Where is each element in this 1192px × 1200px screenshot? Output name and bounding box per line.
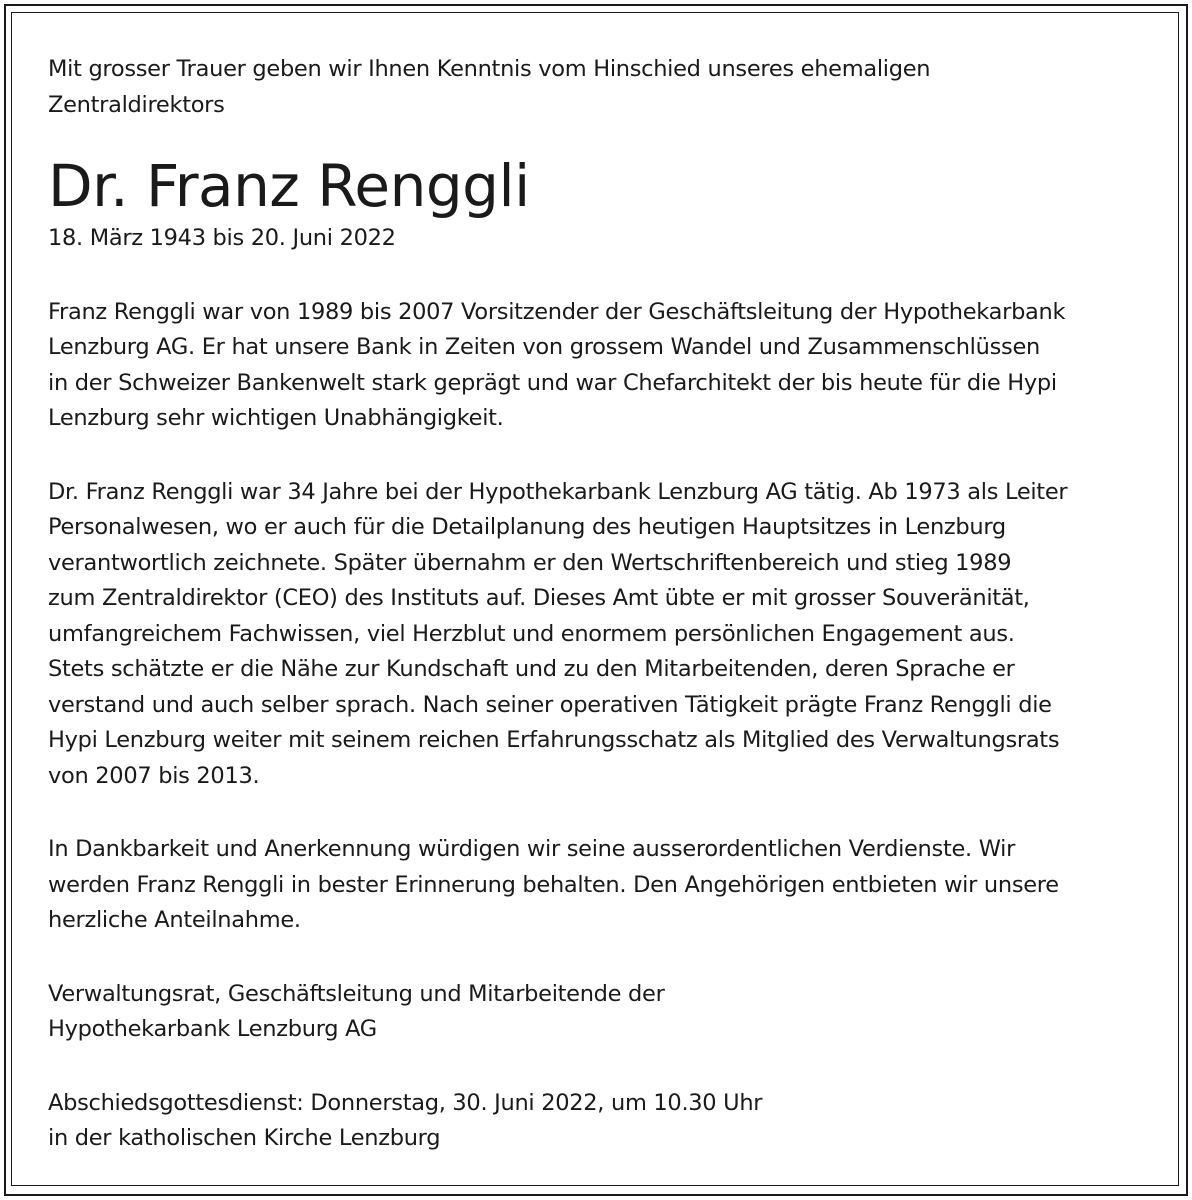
paragraph-line: Hypi Lenzburg weiter mit seinem reichen Erfahrungsschatz als Mitglied des Verwaltungsrats xyxy=(48,727,1060,753)
paragraph-line: Franz Renggli war von 1989 bis 2007 Vorsitzender der Geschäftsleitung der Hypothekarbank xyxy=(48,298,1066,325)
service-info xyxy=(48,1086,1148,1157)
paragraph-line: Lenzburg sehr wichtigen Unabhängigkeit. xyxy=(48,405,504,431)
spacer xyxy=(48,794,1148,832)
paragraph-line: In Dankbarkeit und Anerkennung würdigen wir seine ausserordentlichen Verdienste. Wir xyxy=(48,836,1016,862)
paragraph-line: zum Zentraldirektor (CEO) des Instituts auf. Dieses Amt übte er mit grosser Souveränität, xyxy=(48,585,1030,611)
signature-line: Hypothekarbank Lenzburg AG xyxy=(48,1016,377,1042)
paragraph-line: verantwortlich zeichnete. Später übernahm er den Wertschriftenbereich und stieg 1989 xyxy=(48,549,1012,576)
life-dates: 18. März 1943 bis 20. Juni 2022 xyxy=(48,225,396,251)
paragraph-line: von 2007 bis 2013. xyxy=(48,762,260,789)
intro-text xyxy=(48,52,1148,123)
service-line: Abschiedsgottesdienst: Donnerstag, 30. Juni 2022, um 10.30 Uhr xyxy=(48,1089,763,1116)
paragraph-line: Personalwesen, wo er auch für die Detailplanung des heutigen Hauptsitzes in Lenzburg xyxy=(48,514,1006,540)
paragraph-line: herzliche Anteilnahme. xyxy=(48,907,301,933)
intro-line: Mit grosser Trauer geben wir Ihnen Kenntnis vom Hinschied unseres ehemaligen xyxy=(48,56,931,82)
paragraph-line: verstand und auch selber sprach. Nach seiner operativen Tätigkeit prägte Franz Renggli die xyxy=(48,691,1052,718)
obituary-content xyxy=(48,52,1148,1157)
deceased-name: Dr. Franz Renggli xyxy=(48,152,530,220)
paragraph-line: in der Schweizer Bankenwelt stark geprägt und war Chefarchitekt der bis heute für die Hypi xyxy=(48,369,1057,396)
paragraph-line: Lenzburg AG. Er hat unsere Bank in Zeiten von grossem Wandel und Zusammenschlüssen xyxy=(48,334,1040,360)
paragraph-line: umfangreichem Fachwissen, viel Herzblut und enormem persönlichen Engagement aus. xyxy=(48,620,1015,647)
paragraph-line: Stets schätzte er die Nähe zur Kundschaft und zu den Mitarbeitenden, deren Sprache er xyxy=(48,656,1015,682)
spacer xyxy=(48,939,1148,977)
paragraph-career xyxy=(48,295,1148,437)
signature-line: Verwaltungsrat, Geschäftsleitung und Mitarbeitende der xyxy=(48,980,665,1007)
intro-line: Zentraldirektors xyxy=(48,91,225,118)
paragraph-line: Dr. Franz Renggli war 34 Jahre bei der Hypothekarbank Lenzburg AG tätig. Ab 1973 als Leiter xyxy=(48,478,1068,505)
spacer xyxy=(48,1048,1148,1086)
spacer xyxy=(48,437,1148,475)
paragraph-biography xyxy=(48,475,1148,795)
service-line: in der katholischen Kirche Lenzburg xyxy=(48,1125,441,1151)
spacer xyxy=(48,257,1148,295)
signature-block xyxy=(48,977,1148,1048)
paragraph-line: werden Franz Renggli in bester Erinnerung behalten. Den Angehörigen entbieten wir unsere xyxy=(48,871,1059,898)
paragraph-gratitude xyxy=(48,832,1148,939)
